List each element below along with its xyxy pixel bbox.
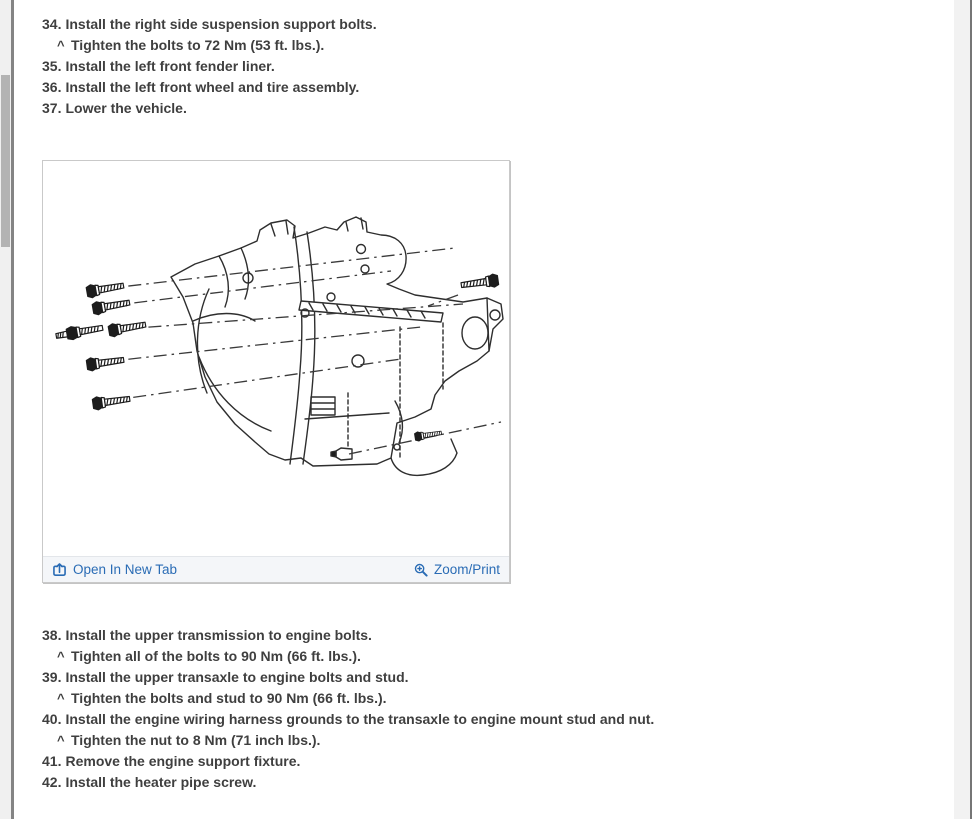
open-in-new-tab-icon: [52, 562, 67, 577]
step-text: Install the heater pipe screw.: [65, 774, 257, 790]
step-text: Install the upper transaxle to engine bolts and stud.: [65, 669, 409, 685]
step-item: [42, 667, 954, 688]
step-list-top: [42, 0, 954, 119]
step-number: 36.: [42, 79, 62, 95]
step-item: [42, 625, 954, 646]
substep-item: [42, 646, 954, 667]
step-number: 37.: [42, 100, 62, 116]
step-item: [42, 709, 954, 730]
transaxle-exploded-view: [43, 161, 509, 556]
step-text: Lower the vehicle.: [65, 100, 187, 116]
step-number: 41.: [42, 753, 62, 769]
step-text: Install the engine wiring harness grounds to the transaxle to engine mount stud and nut.: [65, 711, 655, 727]
substep-item: [42, 730, 954, 751]
step-item: [42, 772, 954, 793]
substep-bullet: ^: [57, 733, 65, 748]
substep-bullet: ^: [57, 649, 65, 664]
step-item: [42, 751, 954, 772]
step-text: Remove the engine support fixture.: [65, 753, 301, 769]
step-number: 35.: [42, 58, 62, 74]
vertical-scrollbar-thumb[interactable]: [1, 75, 10, 247]
zoom-print-label: Zoom/Print: [433, 562, 500, 577]
housing-outline: [171, 217, 503, 475]
zoom-in-icon: [414, 563, 428, 577]
step-text: Install the upper transmission to engine bolts.: [65, 627, 372, 643]
substep-text: Tighten all of the bolts to 90 Nm (66 ft. lbs.).: [71, 648, 361, 664]
substep-text: Tighten the bolts and stud to 90 Nm (66 ft. lbs.).: [71, 690, 387, 706]
step-number: 40.: [42, 711, 62, 727]
step-item: [42, 77, 954, 98]
figure-toolbar: [43, 556, 509, 582]
figure-box: [42, 160, 510, 583]
right-gutter: [954, 0, 970, 819]
zoom-print-link[interactable]: [414, 562, 500, 577]
step-text: Install the left front wheel and tire assembly.: [65, 79, 360, 95]
step-number: 39.: [42, 669, 62, 685]
transaxle-diagram: [43, 161, 509, 556]
step-number: 42.: [42, 774, 62, 790]
document-content: [14, 0, 954, 819]
step-list-bottom: [42, 625, 954, 793]
step-text: Install the right side suspension support bolts.: [65, 16, 377, 32]
step-item: [42, 14, 954, 35]
step-number: 38.: [42, 627, 62, 643]
substep-text: Tighten the bolts to 72 Nm (53 ft. lbs.).: [71, 37, 325, 53]
substep-text: Tighten the nut to 8 Nm (71 inch lbs.).: [71, 732, 321, 748]
substep-item: [42, 35, 954, 56]
substep-item: [42, 688, 954, 709]
open-in-new-tab-link[interactable]: [52, 562, 177, 577]
step-item: [42, 56, 954, 77]
step-text: Install the left front fender liner.: [65, 58, 275, 74]
step-number: 34.: [42, 16, 62, 32]
substep-bullet: ^: [57, 691, 65, 706]
step-item: [42, 98, 954, 119]
substep-bullet: ^: [57, 38, 65, 53]
open-in-new-tab-label: Open In New Tab: [73, 562, 178, 577]
